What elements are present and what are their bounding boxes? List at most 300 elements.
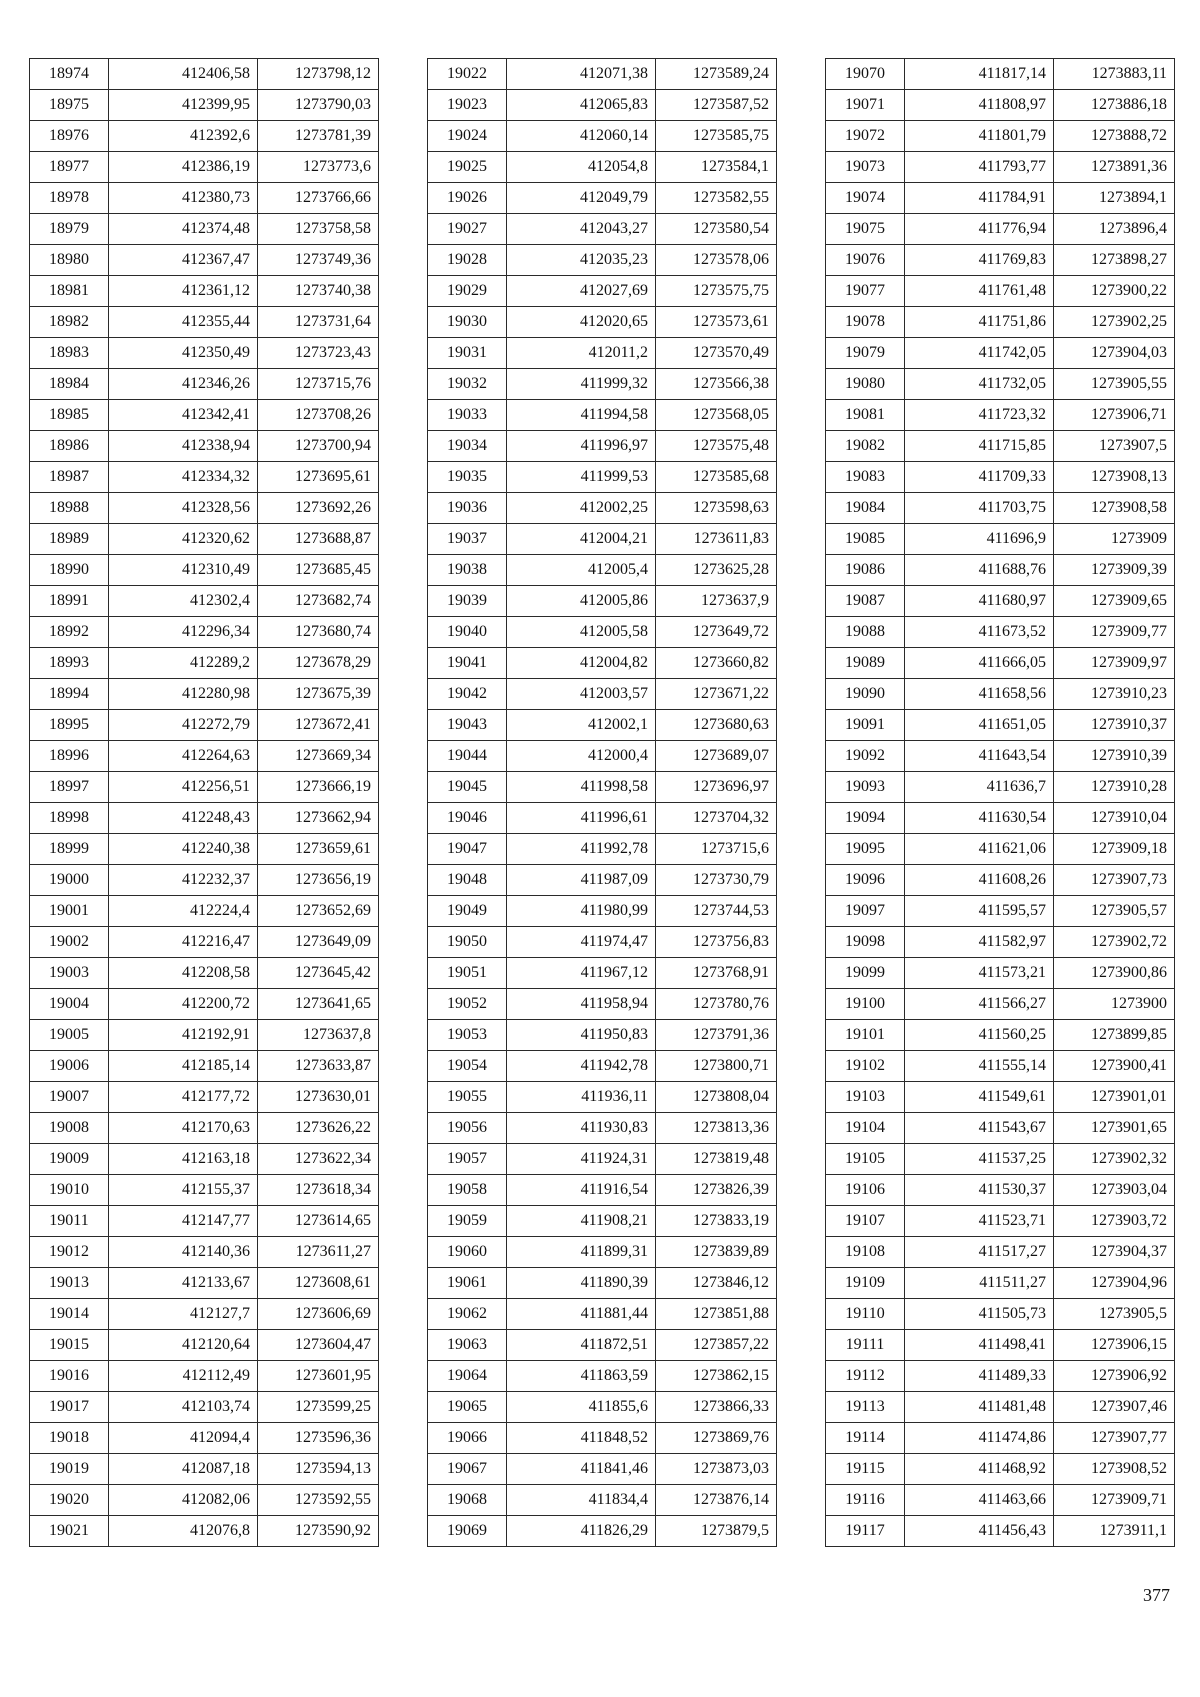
point-id-cell: 19015 <box>30 1330 109 1361</box>
table-row <box>826 1082 1175 1113</box>
point-id-cell: 19076 <box>826 245 905 276</box>
y-coordinate-cell: 1273637,8 <box>258 1020 379 1051</box>
x-coordinate-cell: 411463,66 <box>905 1485 1054 1516</box>
y-coordinate-cell: 1273808,04 <box>656 1082 777 1113</box>
table-row <box>826 834 1175 865</box>
point-id-cell: 19091 <box>826 710 905 741</box>
table-row <box>826 1268 1175 1299</box>
table-row <box>826 1361 1175 1392</box>
table-row <box>428 896 777 927</box>
x-coordinate-cell: 412374,48 <box>109 214 258 245</box>
x-coordinate-cell: 411996,61 <box>507 803 656 834</box>
y-coordinate-cell: 1273573,61 <box>656 307 777 338</box>
table-row <box>826 710 1175 741</box>
x-coordinate-cell: 411994,58 <box>507 400 656 431</box>
point-id-cell: 19092 <box>826 741 905 772</box>
x-coordinate-cell: 411996,97 <box>507 431 656 462</box>
table-row <box>826 431 1175 462</box>
x-coordinate-cell: 411974,47 <box>507 927 656 958</box>
table-row <box>826 1175 1175 1206</box>
y-coordinate-cell: 1273910,39 <box>1054 741 1175 772</box>
point-id-cell: 18989 <box>30 524 109 555</box>
point-id-cell: 19094 <box>826 803 905 834</box>
table-row <box>428 307 777 338</box>
point-id-cell: 19004 <box>30 989 109 1020</box>
table-row <box>30 1237 379 1268</box>
table-row <box>30 59 379 90</box>
point-id-cell: 18991 <box>30 586 109 617</box>
x-coordinate-cell: 411751,86 <box>905 307 1054 338</box>
y-coordinate-cell: 1273614,65 <box>258 1206 379 1237</box>
table-row <box>826 1237 1175 1268</box>
table-row <box>30 524 379 555</box>
y-coordinate-cell: 1273781,39 <box>258 121 379 152</box>
point-id-cell: 19113 <box>826 1392 905 1423</box>
y-coordinate-cell: 1273625,28 <box>656 555 777 586</box>
x-coordinate-cell: 412005,4 <box>507 555 656 586</box>
y-coordinate-cell: 1273907,5 <box>1054 431 1175 462</box>
point-id-cell: 18981 <box>30 276 109 307</box>
y-coordinate-cell: 1273908,58 <box>1054 493 1175 524</box>
point-id-cell: 19049 <box>428 896 507 927</box>
x-coordinate-cell: 411630,54 <box>905 803 1054 834</box>
y-coordinate-cell: 1273900 <box>1054 989 1175 1020</box>
y-coordinate-cell: 1273907,77 <box>1054 1423 1175 1454</box>
point-id-cell: 18978 <box>30 183 109 214</box>
x-coordinate-cell: 411855,6 <box>507 1392 656 1423</box>
point-id-cell: 18988 <box>30 493 109 524</box>
table-row <box>826 679 1175 710</box>
y-coordinate-cell: 1273866,33 <box>656 1392 777 1423</box>
point-id-cell: 19089 <box>826 648 905 679</box>
point-id-cell: 19109 <box>826 1268 905 1299</box>
x-coordinate-cell: 412170,63 <box>109 1113 258 1144</box>
point-id-cell: 19075 <box>826 214 905 245</box>
x-coordinate-cell: 411505,73 <box>905 1299 1054 1330</box>
point-id-cell: 19025 <box>428 152 507 183</box>
point-id-cell: 19107 <box>826 1206 905 1237</box>
point-id-cell: 19104 <box>826 1113 905 1144</box>
point-id-cell: 19073 <box>826 152 905 183</box>
point-id-cell: 19115 <box>826 1454 905 1485</box>
y-coordinate-cell: 1273731,64 <box>258 307 379 338</box>
point-id-cell: 19084 <box>826 493 905 524</box>
x-coordinate-cell: 412060,14 <box>507 121 656 152</box>
x-coordinate-cell: 412112,49 <box>109 1361 258 1392</box>
y-coordinate-cell: 1273896,4 <box>1054 214 1175 245</box>
y-coordinate-cell: 1273873,03 <box>656 1454 777 1485</box>
point-id-cell: 19029 <box>428 276 507 307</box>
y-coordinate-cell: 1273910,23 <box>1054 679 1175 710</box>
x-coordinate-cell: 412248,43 <box>109 803 258 834</box>
x-coordinate-cell: 411537,25 <box>905 1144 1054 1175</box>
table-row <box>428 1113 777 1144</box>
x-coordinate-cell: 412002,1 <box>507 710 656 741</box>
point-id-cell: 19108 <box>826 1237 905 1268</box>
table-row <box>30 1082 379 1113</box>
table-row <box>826 648 1175 679</box>
x-coordinate-cell: 412256,51 <box>109 772 258 803</box>
table-row <box>428 1051 777 1082</box>
y-coordinate-cell: 1273584,1 <box>656 152 777 183</box>
y-coordinate-cell: 1273662,94 <box>258 803 379 834</box>
y-coordinate-cell: 1273598,63 <box>656 493 777 524</box>
y-coordinate-cell: 1273637,9 <box>656 586 777 617</box>
y-coordinate-cell: 1273909,18 <box>1054 834 1175 865</box>
table-row <box>30 462 379 493</box>
table-row <box>826 524 1175 555</box>
y-coordinate-cell: 1273905,57 <box>1054 896 1175 927</box>
table-row <box>30 989 379 1020</box>
x-coordinate-cell: 411709,33 <box>905 462 1054 493</box>
point-id-cell: 19090 <box>826 679 905 710</box>
y-coordinate-cell: 1273666,19 <box>258 772 379 803</box>
point-id-cell: 19039 <box>428 586 507 617</box>
table-row <box>30 214 379 245</box>
x-coordinate-cell: 411881,44 <box>507 1299 656 1330</box>
y-coordinate-cell: 1273898,27 <box>1054 245 1175 276</box>
y-coordinate-cell: 1273839,89 <box>656 1237 777 1268</box>
point-id-cell: 19072 <box>826 121 905 152</box>
y-coordinate-cell: 1273902,25 <box>1054 307 1175 338</box>
x-coordinate-cell: 411872,51 <box>507 1330 656 1361</box>
table-row <box>826 989 1175 1020</box>
x-coordinate-cell: 412406,58 <box>109 59 258 90</box>
point-id-cell: 18990 <box>30 555 109 586</box>
point-id-cell: 19046 <box>428 803 507 834</box>
y-coordinate-cell: 1273566,38 <box>656 369 777 400</box>
table-row <box>826 121 1175 152</box>
point-id-cell: 19114 <box>826 1423 905 1454</box>
x-coordinate-cell: 411793,77 <box>905 152 1054 183</box>
x-coordinate-cell: 412005,58 <box>507 617 656 648</box>
table-row <box>826 462 1175 493</box>
y-coordinate-cell: 1273715,76 <box>258 369 379 400</box>
point-id-cell: 19038 <box>428 555 507 586</box>
x-coordinate-cell: 411621,06 <box>905 834 1054 865</box>
point-id-cell: 18995 <box>30 710 109 741</box>
table-row <box>30 1299 379 1330</box>
table-row <box>826 493 1175 524</box>
y-coordinate-cell: 1273740,38 <box>258 276 379 307</box>
y-coordinate-cell: 1273630,01 <box>258 1082 379 1113</box>
table-row <box>826 1392 1175 1423</box>
y-coordinate-cell: 1273570,49 <box>656 338 777 369</box>
point-id-cell: 19051 <box>428 958 507 989</box>
x-coordinate-cell: 412004,21 <box>507 524 656 555</box>
x-coordinate-cell: 411863,59 <box>507 1361 656 1392</box>
point-id-cell: 19102 <box>826 1051 905 1082</box>
y-coordinate-cell: 1273611,27 <box>258 1237 379 1268</box>
y-coordinate-cell: 1273909,71 <box>1054 1485 1175 1516</box>
point-id-cell: 19083 <box>826 462 905 493</box>
table-row <box>826 803 1175 834</box>
table-row <box>428 152 777 183</box>
point-id-cell: 19048 <box>428 865 507 896</box>
table-row <box>826 741 1175 772</box>
y-coordinate-cell: 1273891,36 <box>1054 152 1175 183</box>
x-coordinate-cell: 412020,65 <box>507 307 656 338</box>
table-row <box>428 214 777 245</box>
table-row <box>428 927 777 958</box>
point-id-cell: 19027 <box>428 214 507 245</box>
y-coordinate-cell: 1273862,15 <box>656 1361 777 1392</box>
x-coordinate-cell: 411688,76 <box>905 555 1054 586</box>
x-coordinate-cell: 412071,38 <box>507 59 656 90</box>
table-row <box>30 1423 379 1454</box>
x-coordinate-cell: 412200,72 <box>109 989 258 1020</box>
point-id-cell: 19078 <box>826 307 905 338</box>
y-coordinate-cell: 1273905,5 <box>1054 1299 1175 1330</box>
x-coordinate-cell: 411696,9 <box>905 524 1054 555</box>
table-row <box>826 772 1175 803</box>
table-row <box>826 1485 1175 1516</box>
table-row <box>428 1237 777 1268</box>
point-id-cell: 19100 <box>826 989 905 1020</box>
point-id-cell: 19093 <box>826 772 905 803</box>
point-id-cell: 19082 <box>826 431 905 462</box>
y-coordinate-cell: 1273902,32 <box>1054 1144 1175 1175</box>
y-coordinate-cell: 1273900,41 <box>1054 1051 1175 1082</box>
table-row <box>428 121 777 152</box>
point-id-cell: 18994 <box>30 679 109 710</box>
y-coordinate-cell: 1273773,6 <box>258 152 379 183</box>
point-id-cell: 19021 <box>30 1516 109 1547</box>
point-id-cell: 19019 <box>30 1454 109 1485</box>
y-coordinate-cell: 1273715,6 <box>656 834 777 865</box>
y-coordinate-cell: 1273857,22 <box>656 1330 777 1361</box>
x-coordinate-cell: 411530,37 <box>905 1175 1054 1206</box>
point-id-cell: 19014 <box>30 1299 109 1330</box>
table-row <box>30 679 379 710</box>
y-coordinate-cell: 1273901,01 <box>1054 1082 1175 1113</box>
x-coordinate-cell: 411987,09 <box>507 865 656 896</box>
x-coordinate-cell: 411549,61 <box>905 1082 1054 1113</box>
table-row <box>826 307 1175 338</box>
table-row <box>826 1299 1175 1330</box>
x-coordinate-cell: 412049,79 <box>507 183 656 214</box>
y-coordinate-cell: 1273730,79 <box>656 865 777 896</box>
x-coordinate-cell: 411489,33 <box>905 1361 1054 1392</box>
x-coordinate-cell: 411808,97 <box>905 90 1054 121</box>
point-id-cell: 19054 <box>428 1051 507 1082</box>
table-row <box>826 1516 1175 1547</box>
table-row <box>30 183 379 214</box>
x-coordinate-cell: 412133,67 <box>109 1268 258 1299</box>
x-coordinate-cell: 411950,83 <box>507 1020 656 1051</box>
y-coordinate-cell: 1273908,13 <box>1054 462 1175 493</box>
point-id-cell: 19080 <box>826 369 905 400</box>
y-coordinate-cell: 1273708,26 <box>258 400 379 431</box>
y-coordinate-cell: 1273626,22 <box>258 1113 379 1144</box>
point-id-cell: 19060 <box>428 1237 507 1268</box>
y-coordinate-cell: 1273685,45 <box>258 555 379 586</box>
point-id-cell: 19010 <box>30 1175 109 1206</box>
y-coordinate-cell: 1273633,87 <box>258 1051 379 1082</box>
y-coordinate-cell: 1273585,68 <box>656 462 777 493</box>
y-coordinate-cell: 1273682,74 <box>258 586 379 617</box>
point-id-cell: 19098 <box>826 927 905 958</box>
y-coordinate-cell: 1273906,15 <box>1054 1330 1175 1361</box>
table-row <box>428 1020 777 1051</box>
y-coordinate-cell: 1273578,06 <box>656 245 777 276</box>
x-coordinate-cell: 411573,21 <box>905 958 1054 989</box>
x-coordinate-cell: 411555,14 <box>905 1051 1054 1082</box>
point-id-cell: 19022 <box>428 59 507 90</box>
table-row <box>826 1020 1175 1051</box>
y-coordinate-cell: 1273758,58 <box>258 214 379 245</box>
x-coordinate-cell: 412003,57 <box>507 679 656 710</box>
y-coordinate-cell: 1273608,61 <box>258 1268 379 1299</box>
table-row <box>30 276 379 307</box>
table-row <box>826 555 1175 586</box>
y-coordinate-cell: 1273672,41 <box>258 710 379 741</box>
y-coordinate-cell: 1273910,37 <box>1054 710 1175 741</box>
point-id-cell: 19006 <box>30 1051 109 1082</box>
x-coordinate-cell: 412320,62 <box>109 524 258 555</box>
table-row <box>30 617 379 648</box>
y-coordinate-cell: 1273704,32 <box>656 803 777 834</box>
y-coordinate-cell: 1273876,14 <box>656 1485 777 1516</box>
y-coordinate-cell: 1273611,83 <box>656 524 777 555</box>
table-row <box>30 772 379 803</box>
point-id-cell: 19024 <box>428 121 507 152</box>
x-coordinate-cell: 411595,57 <box>905 896 1054 927</box>
x-coordinate-cell: 411511,27 <box>905 1268 1054 1299</box>
x-coordinate-cell: 411776,94 <box>905 214 1054 245</box>
x-coordinate-cell: 411636,7 <box>905 772 1054 803</box>
y-coordinate-cell: 1273749,36 <box>258 245 379 276</box>
x-coordinate-cell: 411916,54 <box>507 1175 656 1206</box>
y-coordinate-cell: 1273680,74 <box>258 617 379 648</box>
table-row <box>30 586 379 617</box>
y-coordinate-cell: 1273888,72 <box>1054 121 1175 152</box>
point-id-cell: 19043 <box>428 710 507 741</box>
table-row <box>826 1144 1175 1175</box>
table-row <box>826 1423 1175 1454</box>
point-id-cell: 19064 <box>428 1361 507 1392</box>
table-row <box>30 648 379 679</box>
x-coordinate-cell: 411680,97 <box>905 586 1054 617</box>
x-coordinate-cell: 411769,83 <box>905 245 1054 276</box>
table-row <box>826 958 1175 989</box>
table-row <box>428 90 777 121</box>
point-id-cell: 19074 <box>826 183 905 214</box>
y-coordinate-cell: 1273575,75 <box>656 276 777 307</box>
x-coordinate-cell: 412328,56 <box>109 493 258 524</box>
y-coordinate-cell: 1273909,77 <box>1054 617 1175 648</box>
point-id-cell: 19033 <box>428 400 507 431</box>
table-row <box>30 834 379 865</box>
table-body <box>30 59 379 1547</box>
x-coordinate-cell: 411468,92 <box>905 1454 1054 1485</box>
point-id-cell: 19088 <box>826 617 905 648</box>
point-id-cell: 18992 <box>30 617 109 648</box>
table-row <box>30 245 379 276</box>
y-coordinate-cell: 1273899,85 <box>1054 1020 1175 1051</box>
point-id-cell: 19061 <box>428 1268 507 1299</box>
y-coordinate-cell: 1273723,43 <box>258 338 379 369</box>
y-coordinate-cell: 1273568,05 <box>656 400 777 431</box>
x-coordinate-cell: 411826,29 <box>507 1516 656 1547</box>
table-row <box>30 1454 379 1485</box>
x-coordinate-cell: 412289,2 <box>109 648 258 679</box>
x-coordinate-cell: 412392,6 <box>109 121 258 152</box>
table-row <box>826 276 1175 307</box>
table-row <box>30 1020 379 1051</box>
y-coordinate-cell: 1273649,09 <box>258 927 379 958</box>
table-row <box>30 710 379 741</box>
point-id-cell: 19055 <box>428 1082 507 1113</box>
point-id-cell: 19065 <box>428 1392 507 1423</box>
x-coordinate-cell: 411890,39 <box>507 1268 656 1299</box>
x-coordinate-cell: 411715,85 <box>905 431 1054 462</box>
table-row <box>826 1330 1175 1361</box>
table-row <box>30 1361 379 1392</box>
point-id-cell: 18987 <box>30 462 109 493</box>
point-id-cell: 19087 <box>826 586 905 617</box>
x-coordinate-cell: 412011,2 <box>507 338 656 369</box>
table-row <box>428 555 777 586</box>
point-id-cell: 19002 <box>30 927 109 958</box>
y-coordinate-cell: 1273904,03 <box>1054 338 1175 369</box>
x-coordinate-cell: 412027,69 <box>507 276 656 307</box>
y-coordinate-cell: 1273596,36 <box>258 1423 379 1454</box>
point-id-cell: 18999 <box>30 834 109 865</box>
point-id-cell: 19045 <box>428 772 507 803</box>
x-coordinate-cell: 412094,4 <box>109 1423 258 1454</box>
table-row <box>428 865 777 896</box>
x-coordinate-cell: 411643,54 <box>905 741 1054 772</box>
point-id-cell: 19026 <box>428 183 507 214</box>
table-row <box>30 555 379 586</box>
point-id-cell: 19079 <box>826 338 905 369</box>
point-id-cell: 19105 <box>826 1144 905 1175</box>
point-id-cell: 18985 <box>30 400 109 431</box>
table-row <box>428 1454 777 1485</box>
y-coordinate-cell: 1273911,1 <box>1054 1516 1175 1547</box>
point-id-cell: 18977 <box>30 152 109 183</box>
x-coordinate-cell: 411848,52 <box>507 1423 656 1454</box>
x-coordinate-cell: 411942,78 <box>507 1051 656 1082</box>
x-coordinate-cell: 411673,52 <box>905 617 1054 648</box>
table-row <box>428 1361 777 1392</box>
table-row <box>428 586 777 617</box>
x-coordinate-cell: 412296,34 <box>109 617 258 648</box>
y-coordinate-cell: 1273641,65 <box>258 989 379 1020</box>
table-row <box>826 400 1175 431</box>
table-row <box>826 1454 1175 1485</box>
x-coordinate-cell: 412272,79 <box>109 710 258 741</box>
y-coordinate-cell: 1273904,37 <box>1054 1237 1175 1268</box>
x-coordinate-cell: 411658,56 <box>905 679 1054 710</box>
point-id-cell: 19013 <box>30 1268 109 1299</box>
y-coordinate-cell: 1273656,19 <box>258 865 379 896</box>
y-coordinate-cell: 1273688,87 <box>258 524 379 555</box>
y-coordinate-cell: 1273594,13 <box>258 1454 379 1485</box>
y-coordinate-cell: 1273798,12 <box>258 59 379 90</box>
point-id-cell: 19095 <box>826 834 905 865</box>
x-coordinate-cell: 411899,31 <box>507 1237 656 1268</box>
table-row <box>428 958 777 989</box>
y-coordinate-cell: 1273700,94 <box>258 431 379 462</box>
table-row <box>30 493 379 524</box>
table-row <box>428 834 777 865</box>
y-coordinate-cell: 1273622,34 <box>258 1144 379 1175</box>
table-row <box>428 617 777 648</box>
y-coordinate-cell: 1273907,73 <box>1054 865 1175 896</box>
x-coordinate-cell: 411999,32 <box>507 369 656 400</box>
